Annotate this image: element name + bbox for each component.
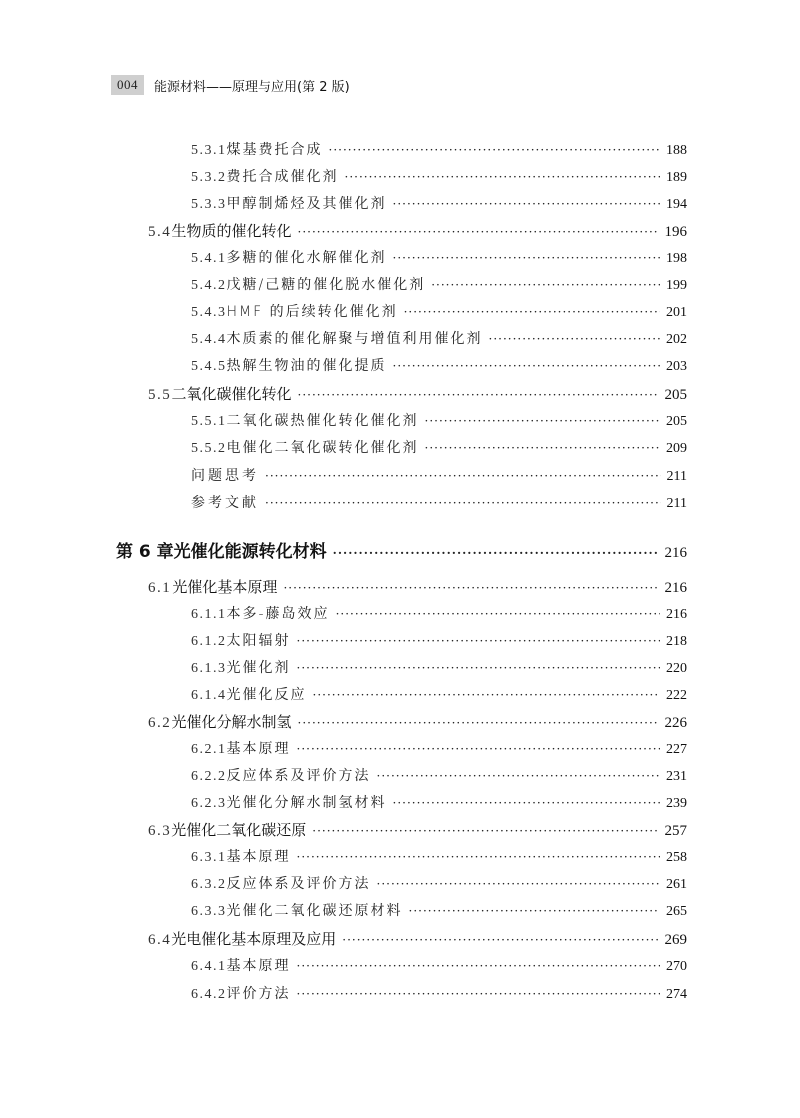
toc-entry[interactable]: [191, 684, 687, 711]
toc-entry-number: 6.2: [148, 714, 172, 731]
toc-entry-title: 电催化二氧化碳转化催化剂: [226, 439, 419, 456]
toc-entry[interactable]: [191, 873, 687, 900]
toc-entry-page: 211: [666, 468, 687, 484]
toc-entry[interactable]: [191, 955, 687, 982]
toc-entry[interactable]: [191, 846, 687, 873]
dot-leader: [333, 546, 659, 560]
dot-leader: [298, 225, 659, 239]
dot-leader: [342, 933, 658, 947]
toc-entry-page: 189: [666, 169, 687, 185]
toc-entry[interactable]: [191, 900, 687, 927]
toc-entry[interactable]: [148, 928, 687, 955]
toc-entry-number: 5.4: [148, 223, 172, 240]
dot-leader: [297, 742, 661, 756]
dot-leader: [297, 987, 661, 1001]
toc-entry[interactable]: [191, 139, 687, 166]
toc-entry[interactable]: [191, 355, 687, 382]
toc-entry-title: 光催化二氧化碳还原: [171, 820, 307, 839]
toc-entry-number: 6.1.3: [191, 660, 227, 676]
toc-entry-title: 光催化二氧化碳还原材料: [226, 902, 403, 919]
toc-entry-page: 196: [664, 223, 687, 240]
toc-entry[interactable]: [148, 711, 687, 738]
dot-leader: [297, 661, 661, 675]
toc-entry-page: 270: [666, 958, 687, 974]
toc-entry-page: 257: [664, 822, 687, 839]
toc-entry[interactable]: [191, 328, 687, 355]
toc-entry[interactable]: [191, 465, 687, 492]
toc-entry[interactable]: [191, 410, 687, 437]
toc-entry-page: 216: [664, 579, 687, 596]
toc-entry-page: 211: [666, 495, 687, 511]
toc-entry-number: 6.4: [148, 931, 172, 948]
toc-entry[interactable]: [191, 193, 687, 220]
toc-entry-page: 231: [666, 768, 687, 784]
dot-leader: [297, 850, 661, 864]
toc-entry-number: 6.4.2: [191, 986, 227, 1002]
dot-leader: [377, 769, 661, 783]
toc-entry-number: 6.1.4: [191, 687, 227, 703]
toc-entry-page: 194: [666, 196, 687, 212]
dot-leader: [393, 251, 661, 265]
toc-entry-title: 光催化分解水制氢材料: [226, 794, 387, 811]
toc-entry-title: 基本原理: [226, 848, 291, 865]
toc-entry-title: 问题思考: [191, 467, 259, 484]
dot-leader: [265, 469, 661, 483]
dot-leader: [298, 716, 659, 730]
dot-leader: [377, 877, 661, 891]
toc-entry-title: 煤基费托合成: [226, 141, 323, 158]
toc-entry-number: 第 6 章: [116, 542, 174, 562]
toc-entry-title: 光电催化基本原理及应用: [171, 929, 337, 948]
toc-entry[interactable]: [191, 765, 687, 792]
toc-entry-number: 6.1.2: [191, 633, 227, 649]
toc-entry[interactable]: [191, 247, 687, 274]
toc-entry-page: 222: [666, 687, 687, 703]
toc-entry-title: 光催化能源转化材料: [173, 542, 327, 562]
toc-entry-number: 5.4.2: [191, 277, 227, 293]
dot-leader: [425, 414, 661, 428]
toc-entry-title: 太阳辐射: [226, 632, 291, 649]
toc-entry[interactable]: [191, 274, 687, 301]
toc-entry-title: 木质素的催化解聚与增值利用催化剂: [226, 330, 483, 347]
toc-entry-page: 226: [664, 714, 687, 731]
toc-entry[interactable]: [191, 603, 687, 630]
toc-entry-page: 201: [666, 304, 687, 320]
toc-entry-number: 5.3.1: [191, 142, 227, 158]
toc-entry-page: 239: [666, 795, 687, 811]
dot-leader: [329, 143, 661, 157]
toc-entry-number: 6.1.1: [191, 606, 227, 622]
toc-entry-title: HMF 的后续转化催化剂: [226, 303, 398, 320]
toc-entry-number: 5.5.1: [191, 413, 227, 429]
toc-entry-page: 265: [666, 903, 687, 919]
toc-entry-number: 6.4.1: [191, 958, 227, 974]
toc-entry-title: 二氧化碳催化转化: [171, 384, 292, 403]
toc-entry[interactable]: [191, 738, 687, 765]
dot-leader: [409, 904, 661, 918]
toc-entry-number: 5.3.2: [191, 169, 227, 185]
dot-leader: [404, 305, 660, 319]
toc-entry[interactable]: [148, 819, 687, 846]
toc-entry-number: 6.2.2: [191, 768, 227, 784]
toc-entry[interactable]: [191, 437, 687, 464]
dot-leader: [298, 388, 659, 402]
toc-entry-title: 反应体系及评价方法: [226, 875, 371, 892]
toc-entry-title: 反应体系及评价方法: [226, 767, 371, 784]
toc-entry[interactable]: [191, 492, 687, 519]
toc-entry-title: 多糖的催化水解催化剂: [226, 249, 387, 266]
dot-leader: [489, 332, 661, 346]
toc-entry-title: 基本原理: [226, 957, 291, 974]
dot-leader: [393, 197, 661, 211]
toc-entry-title: 费托合成催化剂: [226, 168, 339, 185]
toc-entry-page: 199: [666, 277, 687, 293]
toc-entry-page: 216: [664, 545, 687, 561]
toc-entry-page: 258: [666, 849, 687, 865]
toc-entry-title: 光催化基本原理: [172, 577, 278, 596]
toc-entry-title: 基本原理: [226, 740, 291, 757]
toc-entry-title: 光催化反应: [226, 686, 307, 703]
book-title: 能源材料——原理与应用(第 2 版): [154, 79, 350, 95]
dot-leader: [393, 796, 661, 810]
dot-leader: [313, 688, 661, 702]
toc-entry-page: 216: [666, 606, 687, 622]
toc-entry[interactable]: [148, 220, 687, 247]
toc-entry-page: 188: [666, 142, 687, 158]
dot-leader: [265, 496, 661, 510]
toc-entry-number: 5.4.4: [191, 331, 227, 347]
toc-entry-title: 生物质的催化转化: [171, 221, 292, 240]
toc-entry-page: 269: [664, 931, 687, 948]
toc-entry-title: 光催化分解水制氢: [171, 712, 292, 731]
toc-entry-page: 261: [666, 876, 687, 892]
toc-entry-number: 5.4.3: [191, 304, 227, 320]
toc-entry-number: 6.2.3: [191, 795, 227, 811]
dot-leader: [312, 824, 658, 838]
toc-entry-page: 205: [666, 413, 687, 429]
toc-entry-title: 评价方法: [226, 985, 291, 1002]
toc-entry-page: 227: [666, 741, 687, 757]
toc-entry-number: 6.3.1: [191, 849, 227, 865]
toc-entry-title: 甲醇制烯烃及其催化剂: [226, 195, 387, 212]
dot-leader: [431, 278, 660, 292]
toc-entry[interactable]: [116, 537, 687, 567]
toc-entry[interactable]: [191, 301, 687, 328]
toc-entry[interactable]: [191, 983, 687, 1010]
toc-entry-page: 218: [666, 633, 687, 649]
dot-leader: [336, 607, 660, 621]
toc-entry-page: 220: [666, 660, 687, 676]
page-number: 004: [111, 75, 144, 95]
toc-entry-page: 274: [666, 986, 687, 1002]
dot-leader: [425, 441, 661, 455]
toc-entry[interactable]: [191, 630, 687, 657]
toc-entry-title: 参考文献: [191, 494, 259, 511]
toc-entry-number: 5.5: [148, 386, 172, 403]
dot-leader: [283, 581, 658, 595]
toc-entry-number: 6.3: [148, 822, 172, 839]
toc-entry-page: 202: [666, 331, 687, 347]
toc-entry-number: 5.4.1: [191, 250, 227, 266]
toc-entry-number: 6.3.3: [191, 903, 227, 919]
toc-entry-number: 5.3.3: [191, 196, 227, 212]
toc-entry-number: 5.5.2: [191, 440, 227, 456]
toc-entry-number: 6.2.1: [191, 741, 227, 757]
dot-leader: [297, 634, 661, 648]
toc-entry-title: 戊糖/己糖的催化脱水催化剂: [226, 276, 426, 293]
toc-entry-title: 二氧化碳热催化转化催化剂: [226, 412, 419, 429]
toc-entry-title: 热解生物油的催化提质: [226, 357, 387, 374]
toc-entry-title: 本多-藤岛效应: [226, 605, 330, 622]
toc-entry-page: 198: [666, 250, 687, 266]
toc-entry-page: 203: [666, 358, 687, 374]
toc-entry[interactable]: [148, 576, 687, 603]
dot-leader: [297, 959, 661, 973]
dot-leader: [345, 170, 661, 184]
toc-entry[interactable]: [191, 657, 687, 684]
toc-entry-page: 209: [666, 440, 687, 456]
dot-leader: [393, 359, 661, 373]
toc-entry-number: 5.4.5: [191, 358, 227, 374]
toc-entry-page: 205: [664, 386, 687, 403]
toc-entry-number: 6.3.2: [191, 876, 227, 892]
toc-entry[interactable]: [148, 383, 687, 410]
toc-entry-number: 6.1: [148, 579, 172, 596]
toc-entry-title: 光催化剂: [226, 659, 291, 676]
toc-entry[interactable]: [191, 166, 687, 193]
toc-entry[interactable]: [191, 792, 687, 819]
running-header: [111, 74, 350, 96]
